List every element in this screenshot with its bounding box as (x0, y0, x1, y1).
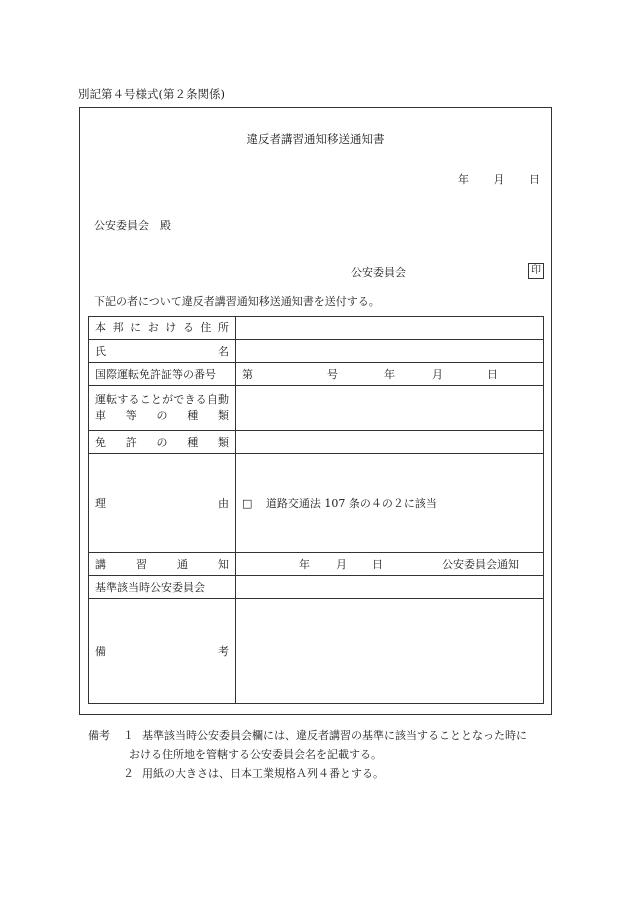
form-reference: 別記第４号様式(第２条関係) (78, 87, 225, 101)
document-title: 違反者講習通知移送通知書 (246, 132, 385, 146)
remarks-label: 備 考 (89, 599, 236, 704)
table-row (89, 317, 544, 340)
note-line: おける住所地を管轄する公安委員会名を記載する。 (129, 748, 382, 761)
sender: 公安委員会 (351, 266, 406, 279)
date-year-label: 年 (458, 173, 469, 186)
address-value[interactable] (236, 317, 544, 340)
reason-label: 理 由 (89, 454, 236, 553)
notes-heading: 備考 (88, 729, 110, 742)
date-day-label: 日 (529, 173, 540, 186)
seal-mark: 印 (528, 263, 544, 279)
commission-label: 基準該当時公安委員会 (89, 576, 236, 599)
table-row (89, 576, 544, 599)
table-row (89, 553, 544, 576)
commission-value[interactable] (236, 576, 544, 599)
note-number: ２ (123, 767, 134, 780)
table-row (89, 454, 544, 553)
table-row (89, 431, 544, 454)
reason-value (236, 454, 544, 553)
note-line: 用紙の大きさは、日本工業規格Ａ列４番とする。 (142, 767, 384, 780)
name-label: 氏 名 (89, 340, 236, 363)
issue-date (458, 171, 540, 187)
vehicle-type-value[interactable] (236, 386, 544, 431)
name-value[interactable] (236, 340, 544, 363)
remarks-value[interactable] (236, 599, 544, 704)
license-number-label: 国際運転免許証等の番号 (89, 363, 236, 386)
license-type-label: 免 許 の 種 類 (89, 431, 236, 454)
table-row (89, 340, 544, 363)
address-label: 本邦における住所 (89, 317, 236, 340)
note-line: 基準該当時公安委員会欄には、違反者講習の基準に該当することとなった時に (142, 729, 527, 742)
intro-text: 下記の者について違反者講習通知移送通知書を送付する。 (94, 295, 380, 308)
addressee: 公安委員会 殿 (94, 219, 171, 232)
form-frame (79, 107, 552, 715)
vehicle-type-label: 運転することができる自動車等の種類 (89, 386, 236, 431)
license-number-value[interactable]: 第 号 年 月 日 (236, 363, 544, 386)
license-type-value[interactable] (236, 431, 544, 454)
notice-label: 講 習 通 知 (89, 553, 236, 576)
table-row (89, 386, 544, 431)
table-row (89, 363, 544, 386)
reason-text: 道路交通法 107 条の４の２に該当 (265, 497, 437, 510)
reason-checkbox[interactable]: □ (242, 497, 253, 510)
date-month-label: 月 (493, 173, 505, 186)
table-row (89, 599, 544, 704)
notice-table (88, 316, 544, 704)
notice-value[interactable]: 年 月 日 公安委員会通知 (236, 553, 544, 576)
note-number: １ (123, 729, 134, 742)
